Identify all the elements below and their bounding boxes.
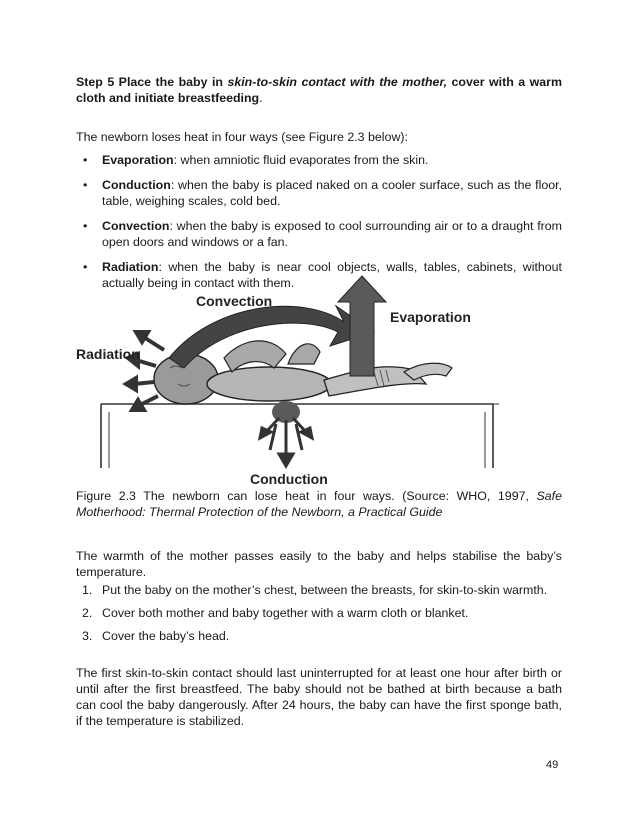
list-item [76, 605, 562, 621]
step-text: Cover the baby’s head. [102, 629, 230, 643]
bullet-icon: • [83, 178, 88, 192]
list-term: Convection [102, 219, 170, 233]
step-lead: Step 5 Place the baby in [76, 75, 228, 89]
radiation-label: Radiation [76, 346, 140, 362]
warmth-steps-list [76, 582, 562, 651]
step-text: Cover both mother and baby together with a warm cloth or blanket. [102, 606, 469, 620]
list-item [76, 152, 562, 168]
page-number: 49 [546, 759, 559, 771]
step-5-heading [76, 74, 562, 106]
heat-loss-intro: The newborn loses heat in four ways (see Figure 2.3 below): [76, 130, 408, 144]
list-desc: : when the baby is near cool objects, walls, tables, cabinets, without actually being in contact with them. [102, 260, 562, 290]
list-item [76, 582, 562, 598]
step-number: 3. [82, 629, 93, 643]
step-text: Put the baby on the mother’s chest, between the breasts, for skin-to-skin warmth. [102, 583, 548, 597]
step-end: . [259, 91, 263, 105]
list-desc: : when amniotic fluid evaporates from the skin. [173, 153, 429, 167]
list-desc: : when the baby is placed naked on a cooler surface, such as the floor, table, weighing scales, cold bed. [102, 178, 562, 208]
bullet-icon: • [83, 219, 88, 233]
caption-text: Figure 2.3 The newborn can lose heat in four ways. (Source: WHO, 1997, [76, 489, 537, 503]
skin-to-skin-paragraph: The first skin-to-skin contact should last uninterrupted for at least one hour after birth or until after the first breastfeed. The baby should not be bathed at birth because a bath can cool the baby dangerously. After 24 hours, the baby can have the first sponge bath, if the temperature is stabilized. [76, 666, 562, 728]
list-term: Conduction [102, 178, 171, 192]
warmth-paragraph: The warmth of the mother passes easily to the baby and helps stabilise the baby’s temperature. [76, 549, 562, 579]
list-item [76, 177, 562, 209]
step-italic: skin-to-skin contact with the mother, [227, 75, 448, 89]
step-number: 2. [82, 606, 93, 620]
heat-loss-figure [74, 272, 504, 486]
list-desc: : when the baby is exposed to cool surrounding air or to a draught from open doors and windows or a fan. [102, 219, 562, 249]
table-edge [493, 404, 499, 468]
caption-source-italic: Safe Motherhood: Thermal Protection of the Newborn, a Practical Guide [76, 489, 562, 519]
bullet-icon: • [83, 260, 88, 274]
conduction-label: Conduction [250, 471, 328, 486]
evaporation-label: Evaporation [390, 309, 471, 325]
convection-label: Convection [196, 293, 273, 309]
conduction-arrows-icon [260, 418, 312, 466]
figure-caption [76, 488, 562, 520]
step-tail: cover with a warm cloth and initiate breastfeeding [76, 75, 563, 105]
step-number: 1. [82, 583, 93, 597]
list-item [76, 218, 562, 250]
bullet-icon: • [83, 153, 88, 167]
list-term: Evaporation [102, 153, 174, 167]
list-term: Radiation [102, 260, 159, 274]
list-item [76, 628, 562, 644]
